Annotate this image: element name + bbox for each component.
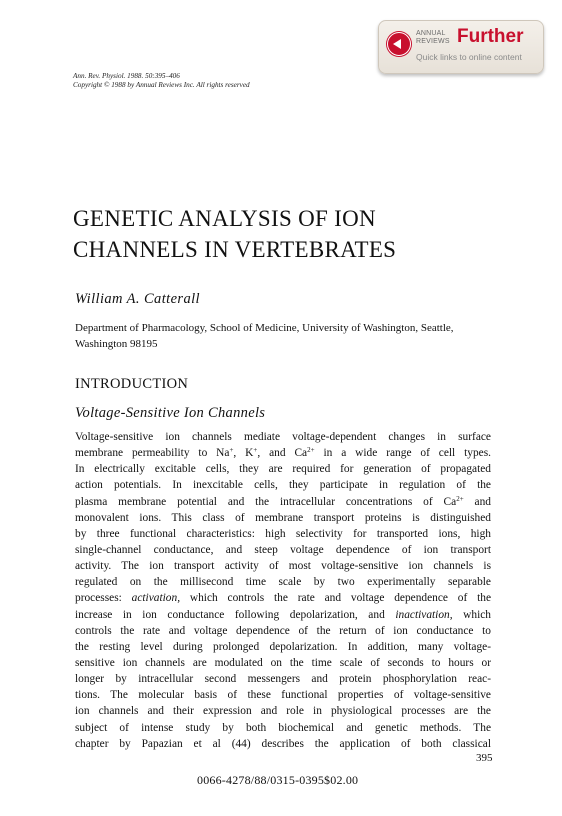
body-line: sensitive ion channels are modulated on the time scale of seconds to hours or xyxy=(75,656,491,669)
body-line: monovalent ions. This class of membrane transport proteins is distinguished xyxy=(75,511,491,524)
body-line: plasma membrane potential and the intracellular concentrations of $Ca^{2+}$ and xyxy=(75,494,492,508)
banner-tagline: Quick links to online content xyxy=(416,52,522,62)
affiliation-line-1: Department of Pharmacology, School of Medicine, University of Washington, Seattle, xyxy=(75,322,454,334)
brand-line-1: ANNUAL xyxy=(416,30,446,37)
emphasis-activation: activation, xyxy=(131,592,181,605)
section-heading: INTRODUCTION xyxy=(75,376,189,392)
title-line-1: GENETIC ANALYSIS OF ION xyxy=(73,206,376,231)
citation-line-2: Copyright © 1988 by Annual Reviews Inc. All rights reserved xyxy=(73,81,250,89)
body-line: by three functional characteristics: high selectivity for transported ions, high xyxy=(75,527,491,540)
body-line: Voltage-sensitive ion channels mediate voltage-dependent changes in surface xyxy=(75,431,491,443)
citation xyxy=(73,72,250,90)
body-line: controls the rate and voltage dependence of the return of ion conductance to xyxy=(75,624,491,637)
citation-line-1: Ann. Rev. Physiol. 1988. 50:395–406 xyxy=(73,72,180,80)
body-line: increase in ion conductance following depolarization, and inactivation, which xyxy=(75,608,491,621)
body-line: tions. The molecular basis of these functional properties of voltage-sensitive xyxy=(75,689,491,702)
body-line: subject of intense study by both biochemical and genetic methods. The xyxy=(75,721,491,734)
page-number: 395 xyxy=(476,752,493,764)
subsection-heading: Voltage-Sensitive Ion Channels xyxy=(75,405,266,421)
body-line: regulated on the millisecond time scale by two experimentally separable xyxy=(75,576,491,589)
annual-reviews-logo-text xyxy=(416,30,450,46)
body-line: chapter by Papazian et al (44) describes the application of both classical xyxy=(75,737,491,750)
author-name: William A. Catterall xyxy=(75,291,200,307)
affiliation-line-2: Washington 98195 xyxy=(75,338,158,350)
body-line: longer by intracellular second messengers and protein phosphorylation reac- xyxy=(75,673,491,686)
play-back-icon xyxy=(387,32,411,56)
body-line: membrane permeability to Na+, K+, and $Ca^{2+}$ in a wide range of cell types. xyxy=(75,446,492,460)
body-line: ion channels and their expression and role in physiological processes are the xyxy=(75,705,491,718)
affiliation xyxy=(75,320,505,352)
body-line: processes: activation, which controls the rate and voltage dependence of the xyxy=(75,592,492,605)
body-line: single-channel conductance, and steep voltage dependence of ion transport xyxy=(75,543,491,556)
emphasis-inactivation: inactivation, xyxy=(395,608,453,621)
body-line: In electrically excitable cells, they are required for generation of propagated xyxy=(75,463,491,476)
body-line: activity. The ion transport activity of most voltage-sensitive ion channels is xyxy=(75,560,491,573)
article-title xyxy=(73,203,493,265)
body-line: the resting level during prolonged depolarization. In addition, many voltage- xyxy=(75,640,491,653)
body-paragraph xyxy=(75,429,491,752)
annual-reviews-further-banner[interactable] xyxy=(378,20,544,74)
brand-line-2: REVIEWS xyxy=(416,38,450,45)
further-label: Further xyxy=(457,26,524,47)
body-line: action potentials. In inexcitable cells, they participate in regulation of the xyxy=(75,479,491,492)
title-line-2: CHANNELS IN VERTEBRATES xyxy=(73,237,397,262)
footer-code: 0066-4278/88/0315-0395$02.00 xyxy=(197,773,359,787)
